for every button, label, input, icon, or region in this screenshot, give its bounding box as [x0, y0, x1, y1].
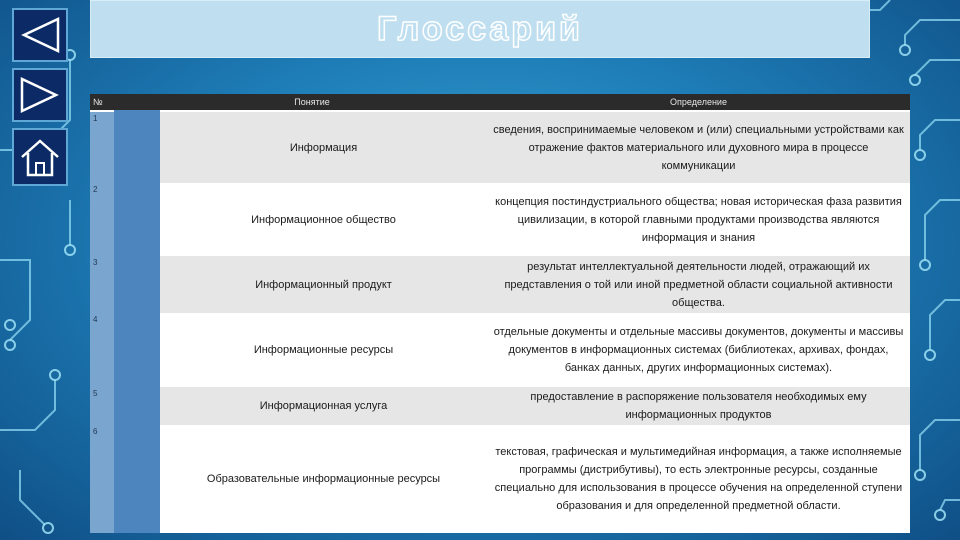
row-number: 3 [90, 256, 137, 313]
header-num: № [90, 94, 137, 111]
table-row [90, 183, 910, 256]
table-row [90, 425, 910, 533]
row-term: Информация [137, 111, 487, 183]
row-term: Информационное общество [137, 183, 487, 256]
header-term: Понятие [137, 94, 487, 111]
table-row [90, 111, 910, 183]
table-row [90, 256, 910, 313]
home-icon [18, 135, 62, 179]
header-definition: Определение [487, 94, 910, 111]
row-term: Информационный продукт [137, 256, 487, 313]
row-definition: отдельные документы и отдельные массивы документов, документы и массивы документов в информационных системах (библиотеках, архивах, фондах, банках данных, других информационных системах). [487, 313, 910, 387]
row-term: Информационные ресурсы [137, 313, 487, 387]
row-definition: концепция постиндустриального общества; новая историческая фаза развития цивилизации, в которой главными продуктами производства являются информация и знания [487, 183, 910, 256]
home-button[interactable] [12, 128, 68, 186]
table-row [90, 387, 910, 425]
row-number: 4 [90, 313, 137, 387]
row-term: Образовательные информационные ресурсы [137, 425, 487, 533]
row-number: 2 [90, 183, 137, 256]
back-button[interactable] [12, 8, 68, 62]
triangle-right-icon [18, 75, 62, 115]
row-definition: результат интеллектуальной деятельности людей, отражающий их представления о той или иной предметной области социальной активности общества. [487, 256, 910, 313]
row-number: 6 [90, 425, 137, 533]
table-row [90, 313, 910, 387]
row-number: 5 [90, 387, 137, 425]
page-title: Глоссарий [377, 9, 583, 48]
title-bar [90, 0, 870, 58]
row-term: Информационная услуга [137, 387, 487, 425]
triangle-left-icon [18, 15, 62, 55]
table-header-row [90, 94, 910, 111]
row-definition: сведения, воспринимаемые человеком и (или) специальными устройствами как отражение фактов материального или духовного мира в процессе коммуникации [487, 111, 910, 183]
row-definition: текстовая, графическая и мультимедийная информация, а также исполняемые программы (дистрибутивы), то есть электронные ресурсы, созданные специально для использования в процессе обучения на определенной ступени образования и для определенной предметной области. [487, 425, 910, 533]
row-definition: предоставление в распоряжение пользователя необходимых ему информационных продуктов [487, 387, 910, 425]
glossary-table [90, 94, 910, 533]
row-number: 1 [90, 111, 137, 183]
forward-button[interactable] [12, 68, 68, 122]
